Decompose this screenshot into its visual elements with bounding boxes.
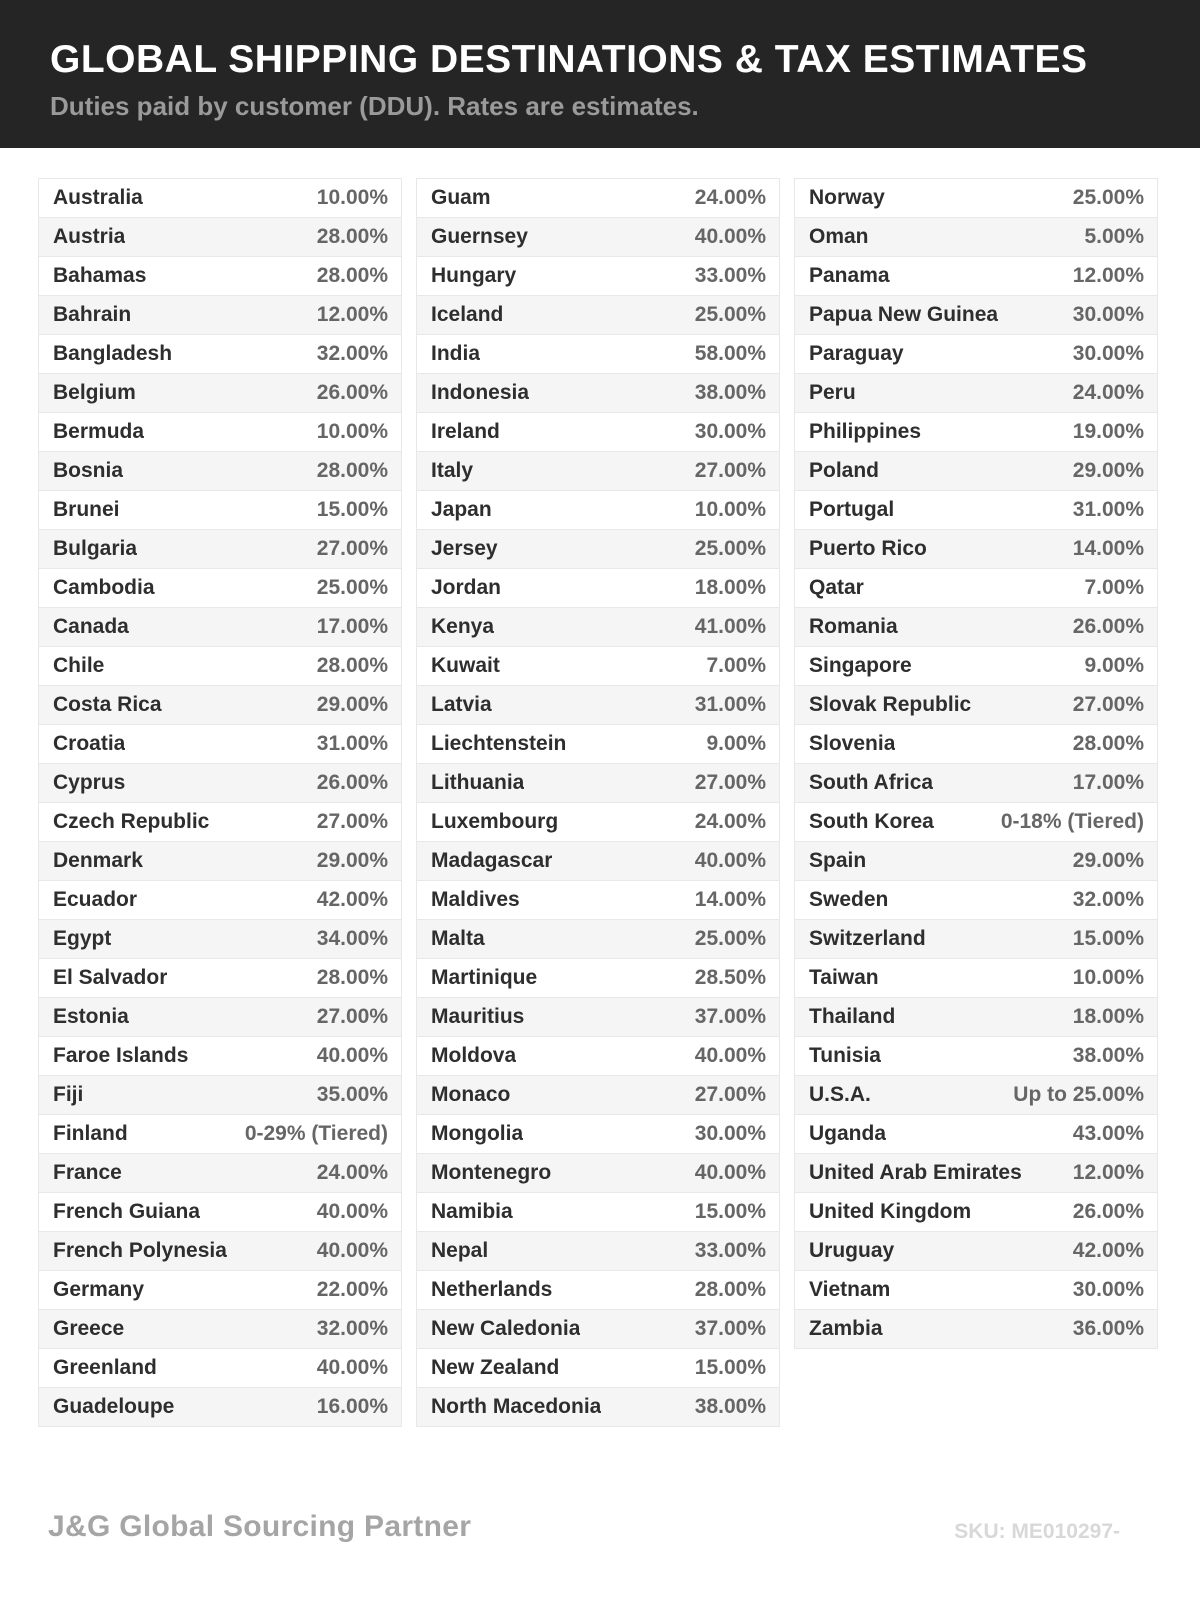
tax-rate: 25.00% [1072,186,1144,209]
country-name: Netherlands [431,1278,553,1301]
country-name: Faroe Islands [53,1044,189,1067]
table-row [794,646,1158,686]
tax-rate: 15.00% [1072,927,1144,950]
table-row [38,1192,402,1232]
table-row [416,685,780,725]
country-name: United Kingdom [809,1200,972,1223]
table-row [38,217,402,257]
country-name: Jordan [431,576,502,599]
tax-rate: 27.00% [1072,693,1144,716]
country-name: Austria [53,225,126,248]
table-row [38,958,402,998]
tax-rate: 31.00% [1072,498,1144,521]
tax-rate: 42.00% [1072,1239,1144,1262]
country-name: South Africa [809,771,934,794]
table-row [416,1075,780,1115]
country-name: Croatia [53,732,126,755]
table-row [416,1348,780,1388]
tax-rate: 9.00% [1084,654,1144,677]
country-name: Guernsey [431,225,528,248]
tax-rate: 17.00% [1072,771,1144,794]
table-row [416,334,780,374]
table-row [416,1153,780,1193]
table-row [416,958,780,998]
country-name: United Arab Emirates [809,1161,1022,1184]
table-row [794,1153,1158,1193]
tax-rate: 10.00% [1072,966,1144,989]
country-name: Germany [53,1278,145,1301]
tax-rate: 24.00% [694,186,766,209]
tax-rate: 28.00% [1072,732,1144,755]
table-row [794,373,1158,413]
table-row [794,685,1158,725]
tax-rate: 25.00% [316,576,388,599]
tax-rate: 12.00% [1072,1161,1144,1184]
tax-rate: 38.00% [1072,1044,1144,1067]
tax-rate: 40.00% [694,1161,766,1184]
table-row [794,724,1158,764]
country-name: Bosnia [53,459,124,482]
table-row [416,880,780,920]
tax-rate: 14.00% [694,888,766,911]
country-name: Slovenia [809,732,896,755]
country-name: Philippines [809,420,922,443]
tax-rate: 25.00% [694,537,766,560]
country-name: Bermuda [53,420,145,443]
table-row [38,841,402,881]
country-name: Mongolia [431,1122,524,1145]
country-name: Mauritius [431,1005,525,1028]
table-row [38,724,402,764]
table-row [416,841,780,881]
tax-rate: 27.00% [316,1005,388,1028]
table-row [38,295,402,335]
country-name: Portugal [809,498,895,521]
table-row [794,334,1158,374]
table-row [416,451,780,491]
tax-rate: 7.00% [1084,576,1144,599]
table-row [38,334,402,374]
country-name: Czech Republic [53,810,210,833]
tax-rate: 32.00% [316,1317,388,1340]
country-name: Panama [809,264,890,287]
table-row [794,217,1158,257]
table-row [794,1114,1158,1154]
country-name: Uganda [809,1122,887,1145]
table-row [416,1309,780,1349]
country-name: Oman [809,225,869,248]
country-name: Moldova [431,1044,517,1067]
country-name: South Korea [809,810,934,833]
table-row [416,1270,780,1310]
table-row [416,568,780,608]
table-row [416,1231,780,1271]
tax-rate: 16.00% [316,1395,388,1418]
country-name: Belgium [53,381,136,404]
table-row [416,256,780,296]
table-row [38,529,402,569]
tax-rate: 27.00% [694,459,766,482]
tax-rate: 26.00% [316,771,388,794]
country-name: Greenland [53,1356,157,1379]
table-row [416,607,780,647]
page-title: GLOBAL SHIPPING DESTINATIONS & TAX ESTIMATES [50,38,1088,81]
table-row [416,646,780,686]
country-name: Romania [809,615,898,638]
country-name: Uruguay [809,1239,895,1262]
country-name: Cambodia [53,576,155,599]
country-name: Taiwan [809,966,879,989]
tax-rate: 29.00% [1072,849,1144,872]
table-row [794,958,1158,998]
tax-rate: 28.00% [316,459,388,482]
tax-rate: 28.00% [316,654,388,677]
tax-rate: 38.00% [694,1395,766,1418]
table-row [38,451,402,491]
country-name: Singapore [809,654,912,677]
tax-rate: 12.00% [1072,264,1144,287]
table-row [794,1270,1158,1310]
table-row [794,997,1158,1037]
tax-rate: 40.00% [694,1044,766,1067]
table-row [38,919,402,959]
table-row [38,997,402,1037]
rates-column-3 [794,178,1158,1349]
rates-table [38,178,1158,1427]
table-row [416,412,780,452]
tax-rate: 28.00% [316,264,388,287]
country-name: Puerto Rico [809,537,927,560]
table-row [794,178,1158,218]
table-row [38,373,402,413]
table-row [38,1036,402,1076]
table-row [416,802,780,842]
table-row [38,646,402,686]
country-name: Finland [53,1122,128,1145]
country-name: Qatar [809,576,864,599]
tax-rate: 28.50% [694,966,766,989]
country-name: U.S.A. [809,1083,871,1106]
country-name: Namibia [431,1200,513,1223]
table-row [416,919,780,959]
country-name: Vietnam [809,1278,891,1301]
rates-column-1 [38,178,402,1427]
tax-rate: 43.00% [1072,1122,1144,1145]
country-name: Thailand [809,1005,896,1028]
country-name: Luxembourg [431,810,559,833]
table-row [38,1153,402,1193]
tax-rate: 38.00% [694,381,766,404]
table-row [794,451,1158,491]
page-subtitle: Duties paid by customer (DDU). Rates are estimates. [50,91,699,121]
country-name: Montenegro [431,1161,552,1184]
tax-rate: 33.00% [694,264,766,287]
tax-rate: 10.00% [316,420,388,443]
table-row [38,412,402,452]
country-name: Bahamas [53,264,147,287]
tax-rate: 30.00% [694,420,766,443]
tax-rate: 5.00% [1084,225,1144,248]
tax-rate: 40.00% [316,1044,388,1067]
table-row [794,880,1158,920]
brand-text: J&G Global Sourcing Partner [48,1510,472,1543]
table-row [38,685,402,725]
table-row [794,568,1158,608]
country-name: Zambia [809,1317,883,1340]
table-row [794,1075,1158,1115]
table-row [38,802,402,842]
table-row [38,568,402,608]
country-name: Greece [53,1317,125,1340]
tax-rate: 40.00% [316,1239,388,1262]
tax-rate: 32.00% [316,342,388,365]
tax-rate: 10.00% [694,498,766,521]
rates-column-2 [416,178,780,1427]
country-name: Poland [809,459,880,482]
tax-rate: 42.00% [316,888,388,911]
country-name: Denmark [53,849,143,872]
country-name: Brunei [53,498,120,521]
country-name: Ecuador [53,888,138,911]
tax-rate: 40.00% [694,849,766,872]
tax-rate: 17.00% [316,615,388,638]
tax-rate: 32.00% [1072,888,1144,911]
tax-rate: 27.00% [316,810,388,833]
table-row [794,256,1158,296]
country-name: Slovak Republic [809,693,972,716]
tax-rate: 40.00% [316,1356,388,1379]
tax-rate: 22.00% [316,1278,388,1301]
country-name: Maldives [431,888,520,911]
table-row [416,217,780,257]
country-name: Liechtenstein [431,732,567,755]
table-row [794,529,1158,569]
tax-rate: 28.00% [316,225,388,248]
country-name: Kenya [431,615,495,638]
country-name: North Macedonia [431,1395,602,1418]
country-name: Australia [53,186,143,209]
table-row [794,1192,1158,1232]
tax-rate: 37.00% [694,1317,766,1340]
tax-rate: 30.00% [1072,1278,1144,1301]
tax-rate: 24.00% [1072,381,1144,404]
table-row [794,295,1158,335]
table-row [38,1114,402,1154]
tax-rate: 15.00% [694,1200,766,1223]
table-row [794,412,1158,452]
country-name: Kuwait [431,654,500,677]
tax-rate: 15.00% [694,1356,766,1379]
table-row [794,1231,1158,1271]
tax-rate: 58.00% [694,342,766,365]
country-name: El Salvador [53,966,168,989]
table-row [416,1114,780,1154]
tax-rate: 33.00% [694,1239,766,1262]
tax-rate: 40.00% [694,225,766,248]
country-name: Monaco [431,1083,511,1106]
country-name: Tunisia [809,1044,881,1067]
table-row [38,490,402,530]
table-row [38,763,402,803]
table-row [38,1309,402,1349]
header [0,0,1200,148]
tax-rate: 0-29% (Tiered) [244,1122,388,1145]
table-row [794,490,1158,530]
country-name: Guadeloupe [53,1395,175,1418]
country-name: Sweden [809,888,889,911]
country-name: Malta [431,927,485,950]
country-name: Guam [431,186,491,209]
tax-rate: 37.00% [694,1005,766,1028]
country-name: Spain [809,849,867,872]
country-name: Peru [809,381,856,404]
table-row [416,763,780,803]
tax-rate: 29.00% [316,849,388,872]
table-row [38,1348,402,1388]
country-name: Estonia [53,1005,129,1028]
table-row [38,1387,402,1427]
table-row [416,529,780,569]
table-row [416,373,780,413]
tax-rate: 0-18% (Tiered) [1000,810,1144,833]
tax-rate: 7.00% [706,654,766,677]
table-row [416,1387,780,1427]
country-name: Italy [431,459,474,482]
table-row [38,1270,402,1310]
country-name: Iceland [431,303,504,326]
tax-rate: 12.00% [316,303,388,326]
country-name: New Caledonia [431,1317,581,1340]
table-row [416,178,780,218]
country-name: Madagascar [431,849,553,872]
table-row [38,607,402,647]
table-row [416,1036,780,1076]
tax-rate: 31.00% [316,732,388,755]
tax-rate: 30.00% [1072,342,1144,365]
tax-rate: 30.00% [1072,303,1144,326]
tax-rate: 31.00% [694,693,766,716]
tax-rate: 14.00% [1072,537,1144,560]
country-name: Egypt [53,927,112,950]
country-name: Papua New Guinea [809,303,999,326]
country-name: Canada [53,615,129,638]
tax-rate: 30.00% [694,1122,766,1145]
tax-rate: 25.00% [694,927,766,950]
table-row [416,997,780,1037]
country-name: New Zealand [431,1356,560,1379]
country-name: Bangladesh [53,342,173,365]
table-row [794,1309,1158,1349]
country-name: Indonesia [431,381,530,404]
country-name: Martinique [431,966,538,989]
sku-text: SKU: ME010297- [954,1520,1120,1543]
tax-rate: 34.00% [316,927,388,950]
table-row [416,1192,780,1232]
country-name: Lithuania [431,771,525,794]
country-name: Bahrain [53,303,132,326]
country-name: Costa Rica [53,693,162,716]
table-row [416,724,780,764]
table-row [38,1231,402,1271]
country-name: Nepal [431,1239,489,1262]
country-name: Norway [809,186,885,209]
country-name: Jersey [431,537,498,560]
tax-rate: Up to 25.00% [1013,1083,1144,1106]
tax-rate: 29.00% [316,693,388,716]
tax-rate: 26.00% [1072,1200,1144,1223]
tax-rate: 36.00% [1072,1317,1144,1340]
country-name: French Guiana [53,1200,201,1223]
table-row [38,1075,402,1115]
country-name: Hungary [431,264,517,287]
tax-rate: 35.00% [316,1083,388,1106]
tax-rate: 10.00% [316,186,388,209]
country-name: Japan [431,498,492,521]
country-name: Ireland [431,420,500,443]
tax-rate: 27.00% [694,771,766,794]
country-name: Chile [53,654,105,677]
country-name: Paraguay [809,342,904,365]
table-row [794,1036,1158,1076]
tax-rate: 27.00% [316,537,388,560]
country-name: Switzerland [809,927,926,950]
country-name: Latvia [431,693,492,716]
table-row [794,763,1158,803]
country-name: French Polynesia [53,1239,227,1262]
tax-rate: 26.00% [1072,615,1144,638]
tax-rate: 28.00% [694,1278,766,1301]
tax-rate: 27.00% [694,1083,766,1106]
table-row [794,607,1158,647]
tax-rate: 24.00% [694,810,766,833]
country-name: Cyprus [53,771,126,794]
country-name: France [53,1161,122,1184]
tax-rate: 29.00% [1072,459,1144,482]
tax-rate: 19.00% [1072,420,1144,443]
table-row [794,841,1158,881]
table-row [416,295,780,335]
table-row [38,256,402,296]
tax-rate: 18.00% [694,576,766,599]
tax-rate: 24.00% [316,1161,388,1184]
table-row [794,919,1158,959]
tax-rate: 41.00% [694,615,766,638]
tax-rate: 28.00% [316,966,388,989]
table-row [38,178,402,218]
tax-rate: 15.00% [316,498,388,521]
table-row [38,880,402,920]
country-name: Bulgaria [53,537,138,560]
country-name: Fiji [53,1083,84,1106]
tax-rate: 9.00% [706,732,766,755]
tax-rate: 26.00% [316,381,388,404]
table-row [416,490,780,530]
tax-rate: 40.00% [316,1200,388,1223]
country-name: India [431,342,481,365]
tax-rate: 25.00% [694,303,766,326]
tax-rate: 18.00% [1072,1005,1144,1028]
table-row [794,802,1158,842]
